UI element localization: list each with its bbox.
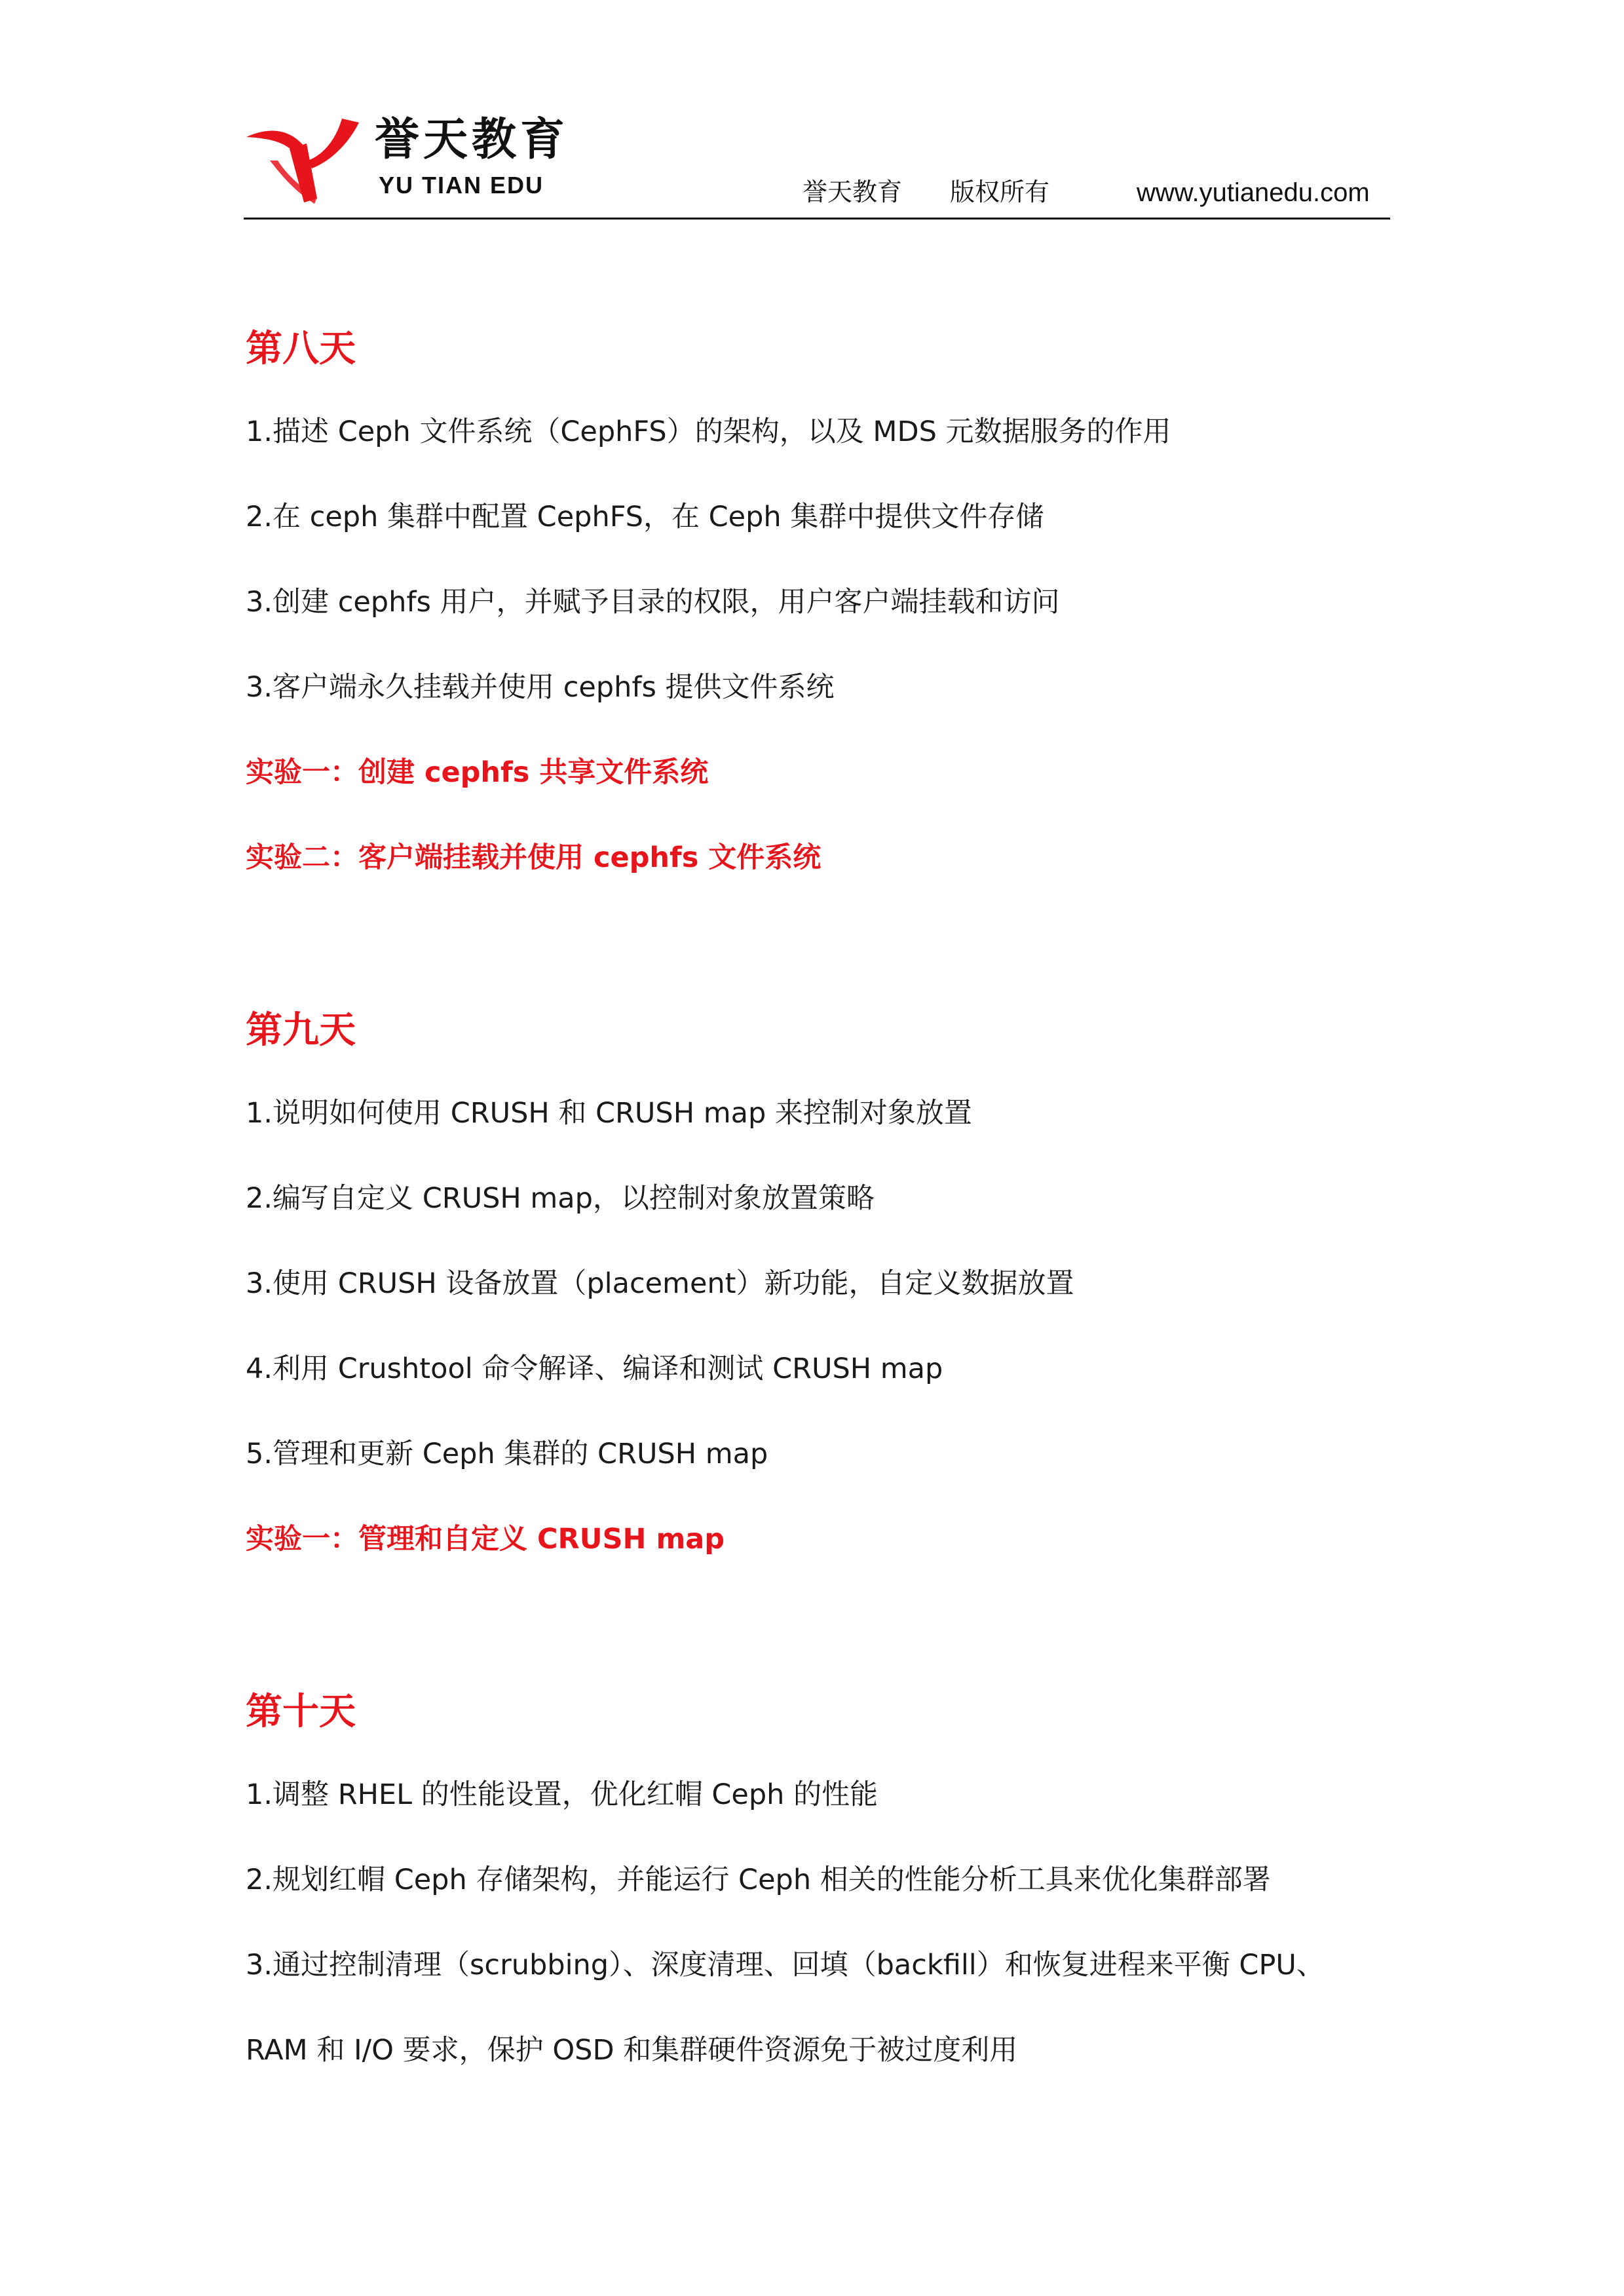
list-item: 3.使用 CRUSH 设备放置（placement）新功能，自定义数据放置 bbox=[246, 1267, 1074, 1300]
lab-item: 实验二：客户端挂载并使用 cephfs 文件系统 bbox=[246, 841, 821, 874]
list-item: 1.调整 RHEL 的性能设置，优化红帽 Ceph 的性能 bbox=[246, 1778, 878, 1811]
lab-item: 实验一：管理和自定义 CRUSH map bbox=[246, 1523, 725, 1556]
list-item: 3.客户端永久挂载并使用 cephfs 提供文件系统 bbox=[246, 671, 835, 704]
list-item: 2.编写自定义 CRUSH map，以控制对象放置策略 bbox=[246, 1182, 875, 1215]
list-item: 5.管理和更新 Ceph 集群的 CRUSH map bbox=[246, 1438, 768, 1470]
lab-item: 实验一：创建 cephfs 共享文件系统 bbox=[246, 756, 709, 789]
section-title-day8: 第八天 bbox=[246, 328, 356, 370]
section-title-day9: 第九天 bbox=[246, 1009, 356, 1052]
list-item: 1.说明如何使用 CRUSH 和 CRUSH map 来控制对象放置 bbox=[246, 1097, 972, 1130]
page-header bbox=[0, 0, 1624, 223]
list-item: 3.通过控制清理（scrubbing）、深度清理、回填（backfill）和恢复进程来平衡 CPU、 bbox=[246, 1949, 1325, 1981]
list-item: 1.描述 Ceph 文件系统（CephFS）的架构，以及 MDS 元数据服务的作用 bbox=[246, 415, 1171, 448]
yutian-logo-icon bbox=[244, 115, 368, 206]
list-item: RAM 和 I/O 要求，保护 OSD 和集群硬件资源免于被过度利用 bbox=[246, 2034, 1018, 2067]
brand-name-cn: 誉天教育 bbox=[375, 114, 569, 166]
list-item: 2.规划红帽 Ceph 存储架构，并能运行 Ceph 相关的性能分析工具来优化集群部署 bbox=[246, 1864, 1271, 1896]
section-title-day10: 第十天 bbox=[246, 1691, 356, 1733]
list-item: 4.利用 Crushtool 命令解译、编译和测试 CRUSH map bbox=[246, 1352, 943, 1385]
header-rights: 版权所有 bbox=[950, 178, 1050, 206]
list-item: 2.在 ceph 集群中配置 CephFS，在 Ceph 集群中提供文件存储 bbox=[246, 501, 1044, 533]
header-company: 誉天教育 bbox=[803, 178, 903, 206]
list-item: 3.创建 cephfs 用户，并赋予目录的权限，用户客户端挂载和访问 bbox=[246, 586, 1060, 619]
header-url[interactable]: www.yutianedu.com bbox=[1137, 178, 1370, 207]
brand-name-en: YU TIAN EDU bbox=[379, 172, 544, 199]
header-divider bbox=[244, 218, 1390, 220]
